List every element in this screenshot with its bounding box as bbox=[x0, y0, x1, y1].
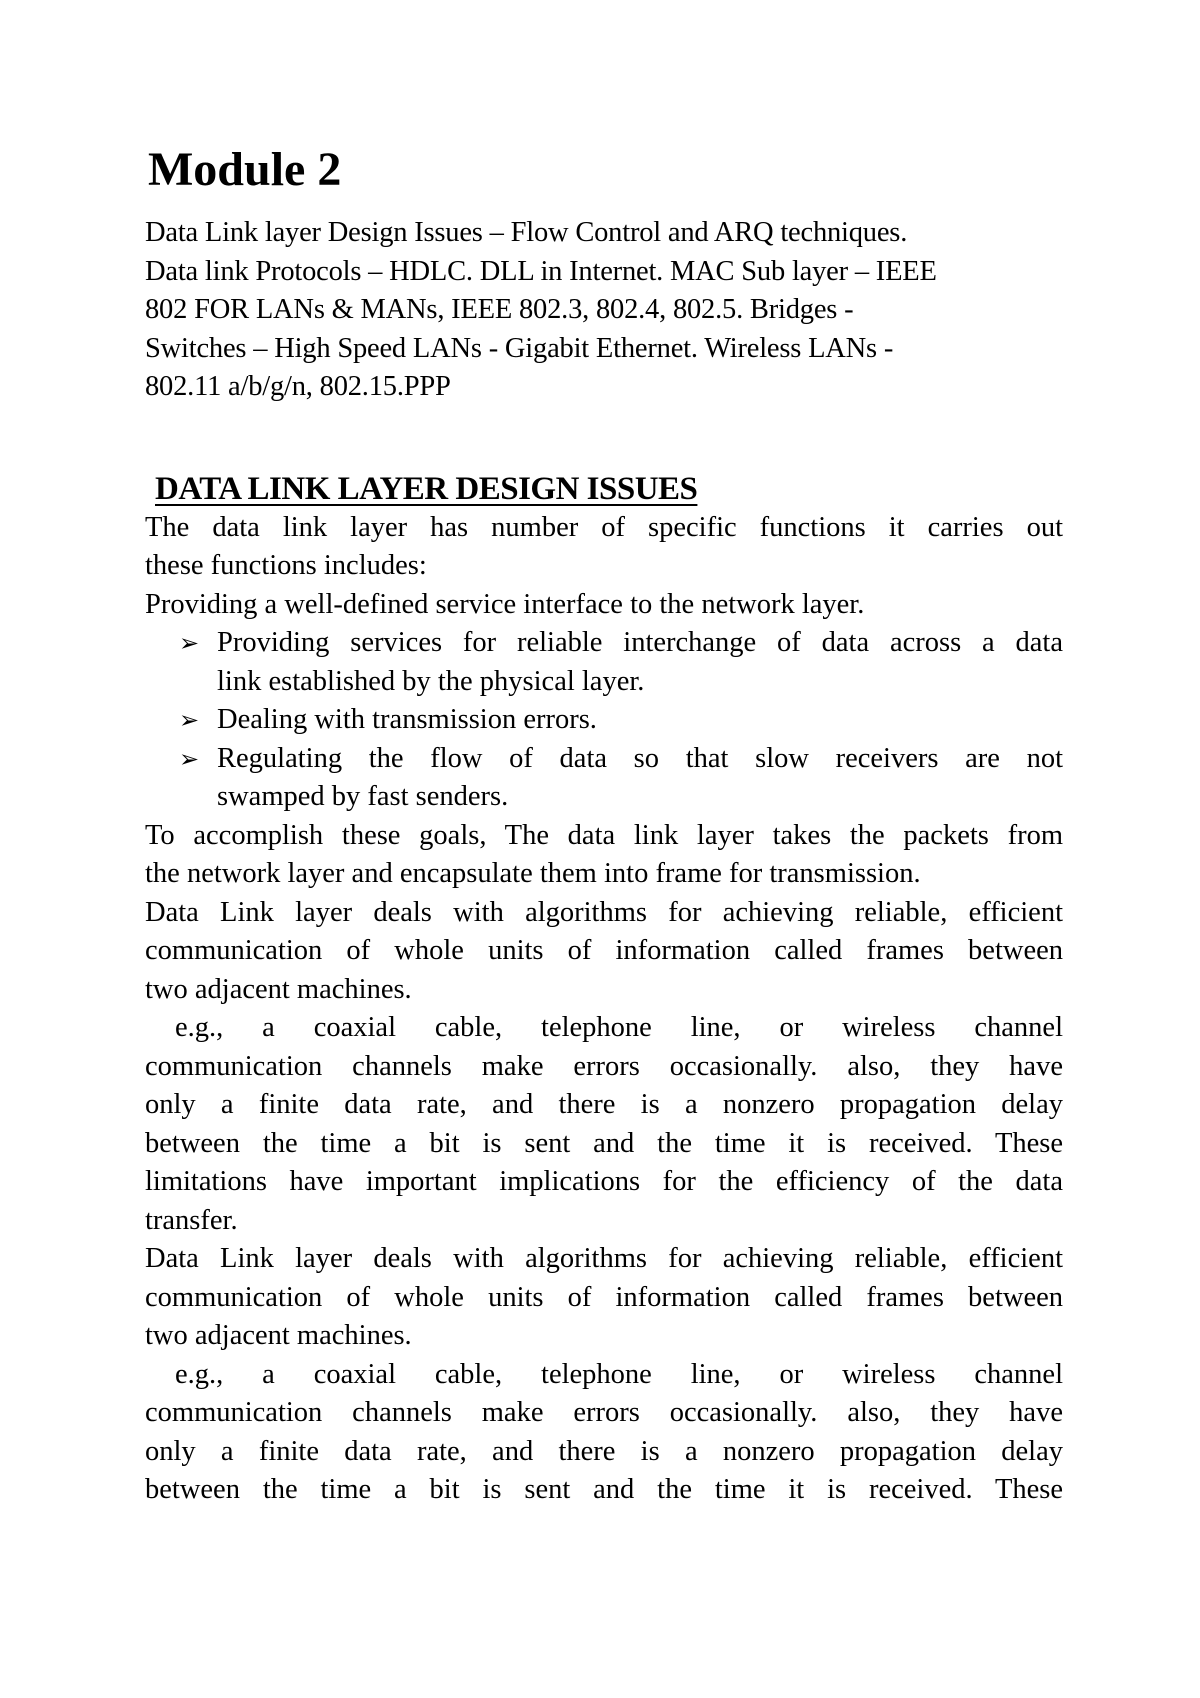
text-line: swamped by fast senders. bbox=[217, 781, 509, 812]
text-line: Data Link layer deals with algorithms for achieving reliable, efficient bbox=[145, 896, 1063, 928]
text-line: limitations have important implications for the efficiency of the data bbox=[145, 1166, 1063, 1197]
text-line: these functions includes: bbox=[145, 550, 427, 581]
text-line: e.g., a coaxial cable, telephone line, or wireless channel bbox=[175, 1358, 1063, 1390]
text-line: link established by the physical layer. bbox=[217, 665, 645, 697]
paragraph bbox=[145, 1240, 1063, 1356]
arrow-bullet-icon: ➢ bbox=[179, 744, 200, 773]
text-line: Providing a well-defined service interface to the network layer. bbox=[145, 588, 865, 620]
text-line: To accomplish these goals, The data link layer takes the packets from bbox=[145, 819, 1063, 851]
section-body bbox=[145, 509, 1063, 1510]
syllabus-line: Data Link layer Design Issues – Flow Control and ARQ techniques. bbox=[145, 217, 908, 248]
paragraph bbox=[145, 1356, 1063, 1510]
text-line: between the time a bit is sent and the time it is received. These bbox=[145, 1474, 1063, 1505]
section-heading: DATA LINK LAYER DESIGN ISSUES bbox=[155, 470, 698, 507]
paragraph bbox=[145, 1009, 1063, 1240]
list-item bbox=[179, 701, 1063, 740]
syllabus-line: 802.11 a/b/g/n, 802.15.PPP bbox=[145, 371, 451, 402]
text-line: Providing services for reliable interchange of data across a data bbox=[217, 627, 1063, 658]
paragraph bbox=[145, 817, 1063, 894]
text-line: two adjacent machines. bbox=[145, 973, 412, 1005]
arrow-bullet-icon: ➢ bbox=[179, 629, 200, 657]
module-title: Module 2 bbox=[148, 143, 342, 196]
syllabus-line: 802 FOR LANs & MANs, IEEE 802.3, 802.4, 802.5. Bridges - bbox=[145, 294, 854, 325]
text-line: The data link layer has number of specific functions it carries out bbox=[145, 511, 1063, 543]
text-line: the network layer and encapsulate them into frame for transmission. bbox=[145, 858, 921, 889]
module-syllabus bbox=[145, 214, 1063, 407]
arrow-bullet-icon: ➢ bbox=[179, 706, 200, 734]
text-line: between the time a bit is sent and the time it is received. These bbox=[145, 1127, 1063, 1159]
text-line: communication of whole units of information called frames between bbox=[145, 935, 1063, 966]
text-line: communication channels make errors occasionally. also, they have bbox=[145, 1397, 1063, 1428]
text-line: only a finite data rate, and there is a nonzero propagation delay bbox=[145, 1435, 1063, 1467]
text-line: e.g., a coaxial cable, telephone line, or wireless channel bbox=[175, 1012, 1063, 1043]
text-line: Dealing with transmission errors. bbox=[217, 704, 597, 735]
text-line: Data Link layer deals with algorithms for achieving reliable, efficient bbox=[145, 1243, 1063, 1274]
syllabus-line: Data link Protocols – HDLC. DLL in Internet. MAC Sub layer – IEEE bbox=[145, 255, 937, 287]
intro-paragraph bbox=[145, 509, 1063, 586]
syllabus-line: Switches – High Speed LANs - Gigabit Ethernet. Wireless LANs - bbox=[145, 332, 894, 364]
text-line: transfer. bbox=[145, 1204, 238, 1236]
text-line: two adjacent machines. bbox=[145, 1320, 412, 1351]
list-item bbox=[179, 740, 1063, 817]
text-line: communication channels make errors occasionally. also, they have bbox=[145, 1050, 1063, 1082]
text-line: only a finite data rate, and there is a nonzero propagation delay bbox=[145, 1089, 1063, 1120]
text-line: communication of whole units of information called frames between bbox=[145, 1281, 1063, 1313]
first-function bbox=[145, 586, 1063, 625]
function-list bbox=[145, 624, 1063, 817]
list-item bbox=[179, 624, 1063, 701]
paragraph bbox=[145, 894, 1063, 1010]
text-line: Regulating the flow of data so that slow receivers are not bbox=[217, 742, 1063, 774]
document-page bbox=[145, 140, 1063, 1510]
